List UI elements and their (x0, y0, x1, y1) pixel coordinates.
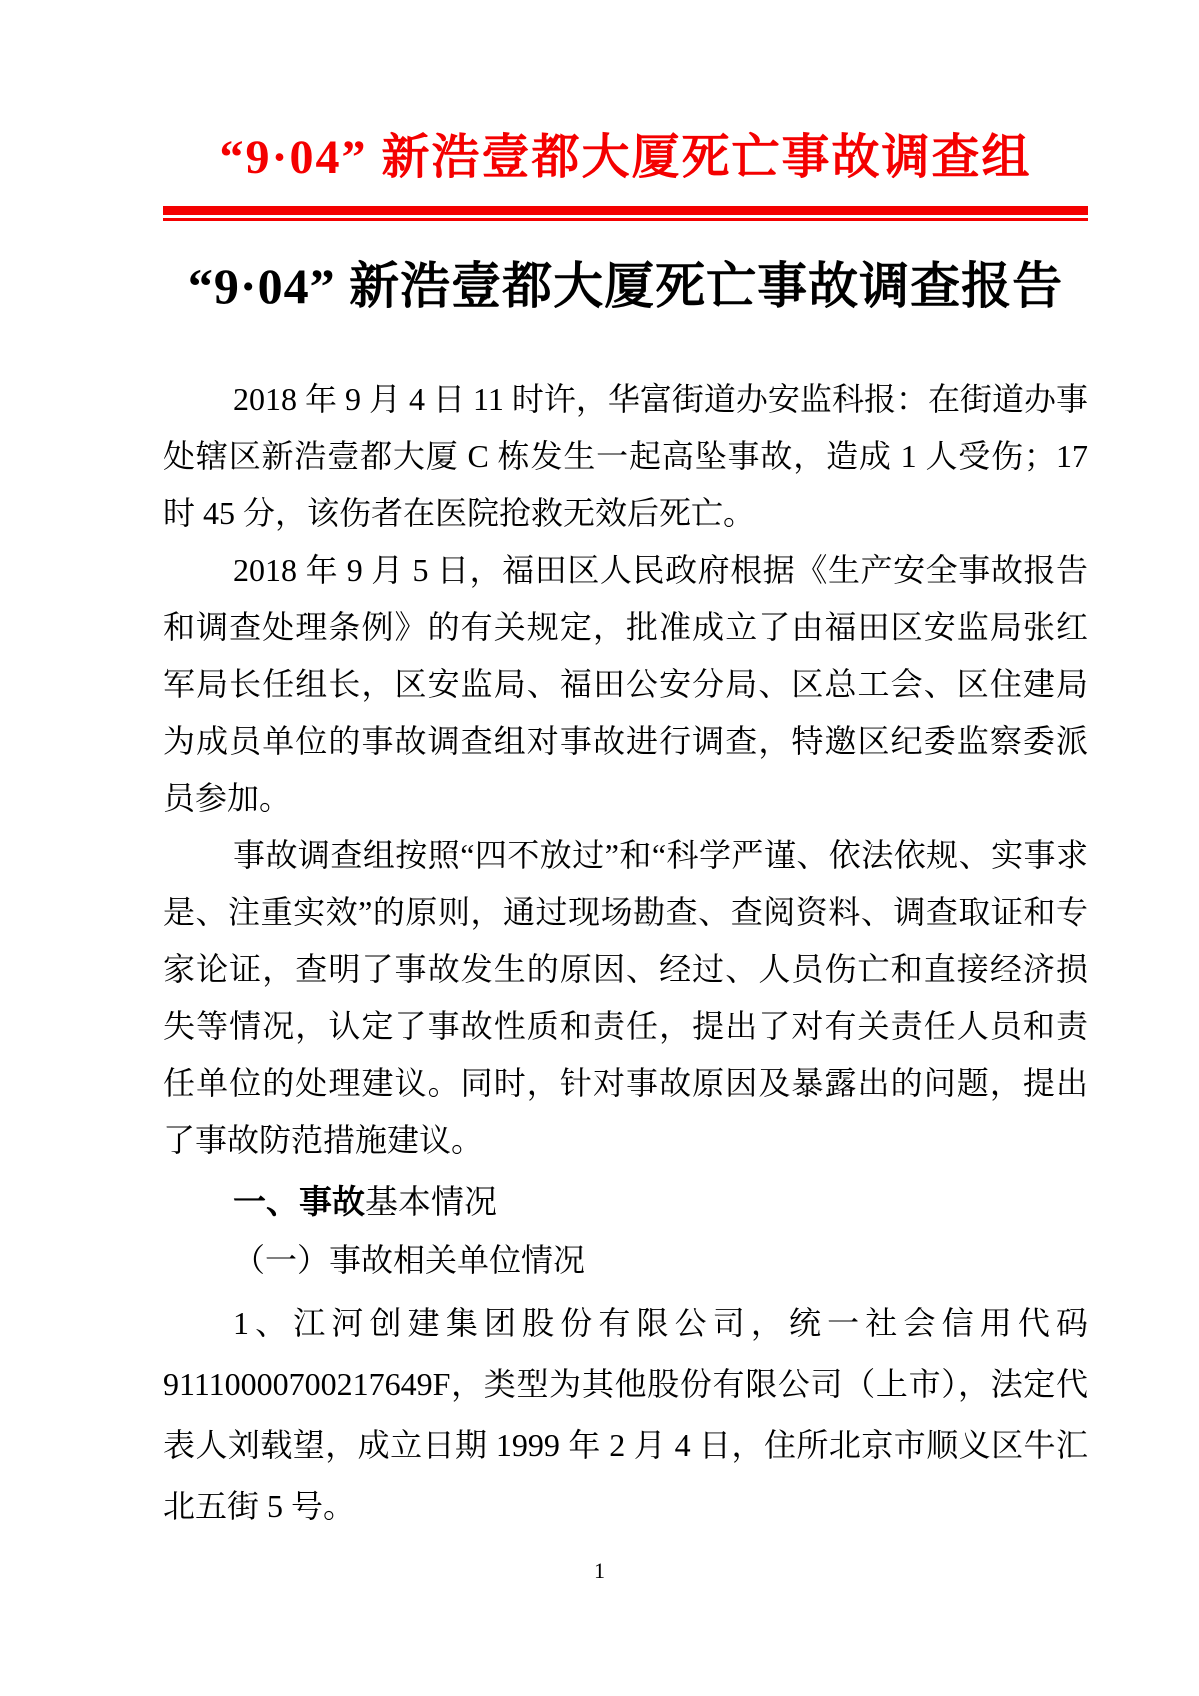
letterhead-rule-thin (163, 218, 1088, 221)
report-title: “9·04” 新浩壹都大厦死亡事故调查报告 (187, 258, 1064, 314)
paragraph-investigation-team-setup: 2018 年 9 月 5 日，福田区人民政府根据《生产安全事故报告和调查处理条例》的有关规定，批准成立了由福田区安监局张红军局长任组长，区安监局、福田公安分局、区总工会、区住建局为成员单位的事故调查组对事故进行调查，特邀区纪委监察委派员参加。 (163, 552, 1088, 816)
letterhead-rule-thick (163, 206, 1088, 215)
section-heading-regular-text: 基本情况 (365, 1183, 497, 1220)
page-number: 1 (594, 1558, 605, 1583)
paragraph-company-info: 1、江河创建集团股份有限公司，统一社会信用代码 91110000700217649F，类型为其他股份有限公司（上市），法定代表人刘载望，成立日期 1999 年 2 月 4 日，住所北京市顺义区牛汇北五街 5 号。 (163, 1305, 1088, 1524)
section-heading-bold-text: 一、事故 (233, 1183, 365, 1220)
section-subheading-related-units: （一）事故相关单位情况 (233, 1242, 586, 1278)
document-content (163, 118, 1088, 1537)
paragraph-incident-report: 2018 年 9 月 4 日 11 时许，华富街道办安监科报：在街道办事处辖区新浩壹都大厦 C 栋发生一起高坠事故，造成 1 人受伤；17 时 45 分，该伤者在医院抢救无效后死亡。 (163, 381, 1088, 531)
section-heading-basic-situation (163, 1173, 1088, 1231)
report-body (163, 371, 1088, 1537)
paragraph-investigation-principles: 事故调查组按照“四不放过”和“科学严谨、依法依规、实事求是、注重实效”的原则，通过现场勘查、查阅资料、调查取证和专家论证，查明了事故发生的原因、经过、人员伤亡和直接经济损失等情况，认定了事故性质和责任，提出了对有关责任人员和责任单位的处理建议。同时，针对事故原因及暴露出的问题，提出了事故防范措施建议。 (163, 837, 1088, 1158)
letterhead-org-title: “9·04” 新浩壹都大厦死亡事故调查组 (219, 131, 1032, 184)
letterhead-double-rule (163, 206, 1088, 221)
